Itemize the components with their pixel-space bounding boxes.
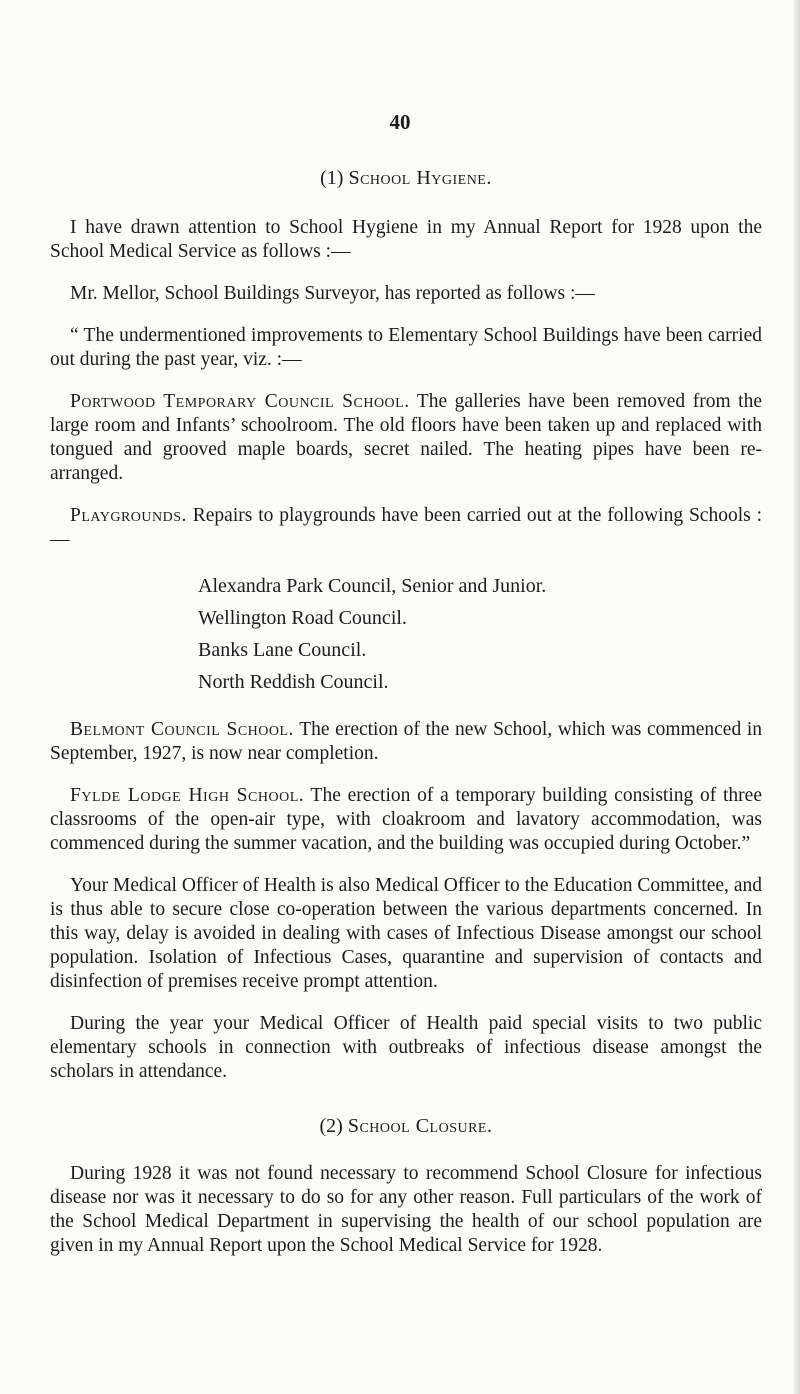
paragraph-playgrounds [50, 504, 762, 552]
playgrounds-lead: Playgrounds. [70, 505, 187, 526]
paragraph-medical-officer: Your Medical Officer of Health is also Medical Officer to the Education Committee, and is thus able to secure close co-operation between the various departments concerned. In this way, delay is avoided in dealing with cases of Infectious Disease amongst our school population. Isolation of Infectious Cases, quarantine and supervision of contacts and disinfection of premises receive prompt attention. [50, 875, 762, 992]
page-edge-shadow [794, 0, 800, 1394]
section-number: (2) [319, 1115, 343, 1137]
list-item: Wellington Road Council. [198, 607, 407, 629]
page-number: 40 [389, 110, 411, 134]
portwood-lead: Portwood Temporary Council School. [70, 391, 410, 412]
paragraph-undermentioned: “ The undermentioned improvements to Elementary School Buildings have been carried out during the past year, viz. :— [50, 325, 762, 370]
paragraph-closure: During 1928 it was not found necessary to recommend School Closure for infectious disease nor was it necessary to do so for any other reason. Full particulars of the work of the School Medical Department in supervising the health of our school population are given in my Annual Report upon the School Medical Service for 1928. [50, 1163, 762, 1256]
list-item: North Reddish Council. [198, 671, 389, 693]
fylde-lead: Fylde Lodge High School. [70, 785, 305, 806]
fylde-text: The erection of a temporary building consisting of three classrooms of the open-air type, with cloakroom and lavatory accommodation, was commenced during the summer vacation, and the building was occupied during October.” [50, 785, 762, 854]
section-title: School Closure. [347, 1115, 493, 1137]
section-number: (1) [320, 167, 344, 189]
paragraph-mellor: Mr. Mellor, School Buildings Surveyor, has reported as follows :— [70, 283, 595, 304]
section-title: School Hygiene. [348, 167, 492, 189]
list-item: Banks Lane Council. [198, 639, 367, 661]
section-heading-school-closure [50, 1114, 762, 1138]
portwood-text: The galleries have been removed from the large room and Infants’ schoolroom. The old floors have been taken up and replaced with tongued and grooved maple boards, secret nailed. The heating pipes have been re-arranged. [50, 391, 762, 484]
paragraph-portwood [50, 390, 762, 486]
playground-schools-list [50, 570, 762, 698]
paragraph-intro: I have drawn attention to School Hygiene in my Annual Report for 1928 upon the School Medical Service as follows :— [50, 217, 762, 262]
paragraph-belmont [50, 718, 762, 766]
paragraph-fylde [50, 784, 762, 856]
list-item: Alexandra Park Council, Senior and Junior. [198, 575, 547, 597]
playgrounds-text: Repairs to playgrounds have been carried out at the following Schools :— [50, 505, 763, 550]
section-heading-school-hygiene [50, 166, 762, 190]
paragraph-special-visits: During the year your Medical Officer of Health paid special visits to two public elementary schools in connection with outbreaks of infectious disease amongst the scholars in attendance. [50, 1013, 762, 1082]
page-content [50, 166, 762, 1276]
belmont-text: The erection of the new School, which was commenced in September, 1927, is now near completion. [50, 719, 763, 764]
belmont-lead: Belmont Council School. [70, 719, 294, 740]
